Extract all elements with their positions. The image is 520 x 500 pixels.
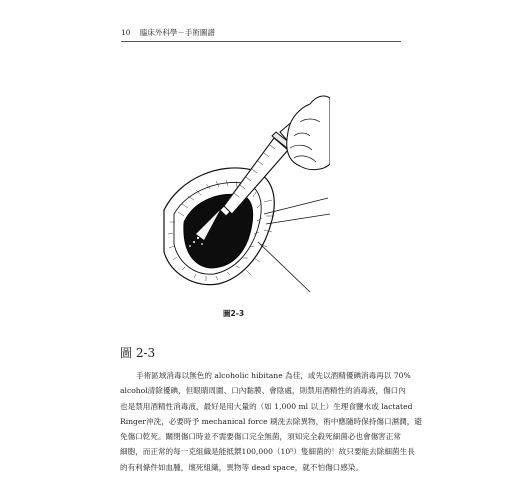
body-paragraph xyxy=(120,368,420,475)
page-number: 10 xyxy=(121,28,131,37)
header-rule xyxy=(121,41,401,42)
wound-irrigation-drawing xyxy=(160,92,330,297)
body-line: Ringer沖洗，必要時予 mechanical force 刷洗去除異物，術中應隨時保持傷口濕潤，避 xyxy=(120,416,422,426)
book-title: 臨床外科學－手術圖譜 xyxy=(139,28,215,37)
hand xyxy=(287,96,330,170)
body-line: 細胞，而正常的每一克組織是能抵禦100,000（10⁵）隻細菌的！故只要能去除細菌生長 xyxy=(120,447,415,457)
surgical-illustration xyxy=(160,92,330,297)
body-line: 的有利條件如血腫，壞死組織，異物等 dead space，就不怕傷口感染。 xyxy=(120,462,364,472)
running-header xyxy=(121,27,215,39)
body-line: 手術區域消毒以無色的 alcoholic hibitane 為佳，或先以酒精優碘消毒再以 70% xyxy=(136,371,411,380)
body-line: 也是禁用酒精性消毒液，最好是用大量的（如 1,000 ml 以上）生理食鹽水或 lactated xyxy=(120,401,413,411)
body-line: alcohol清除優碘，但眼睛周圍、口內黏膜、會陰處，則禁用酒精性的消毒液，傷口內 xyxy=(120,386,406,396)
body-line: 免傷口乾死。關閉傷口時並不需要傷口完全無菌，須知完全殺死細菌必也會傷害正常 xyxy=(120,432,401,442)
section-heading: 圖 2-3 xyxy=(120,346,156,360)
figure-caption: 圖2-3 xyxy=(223,309,245,318)
